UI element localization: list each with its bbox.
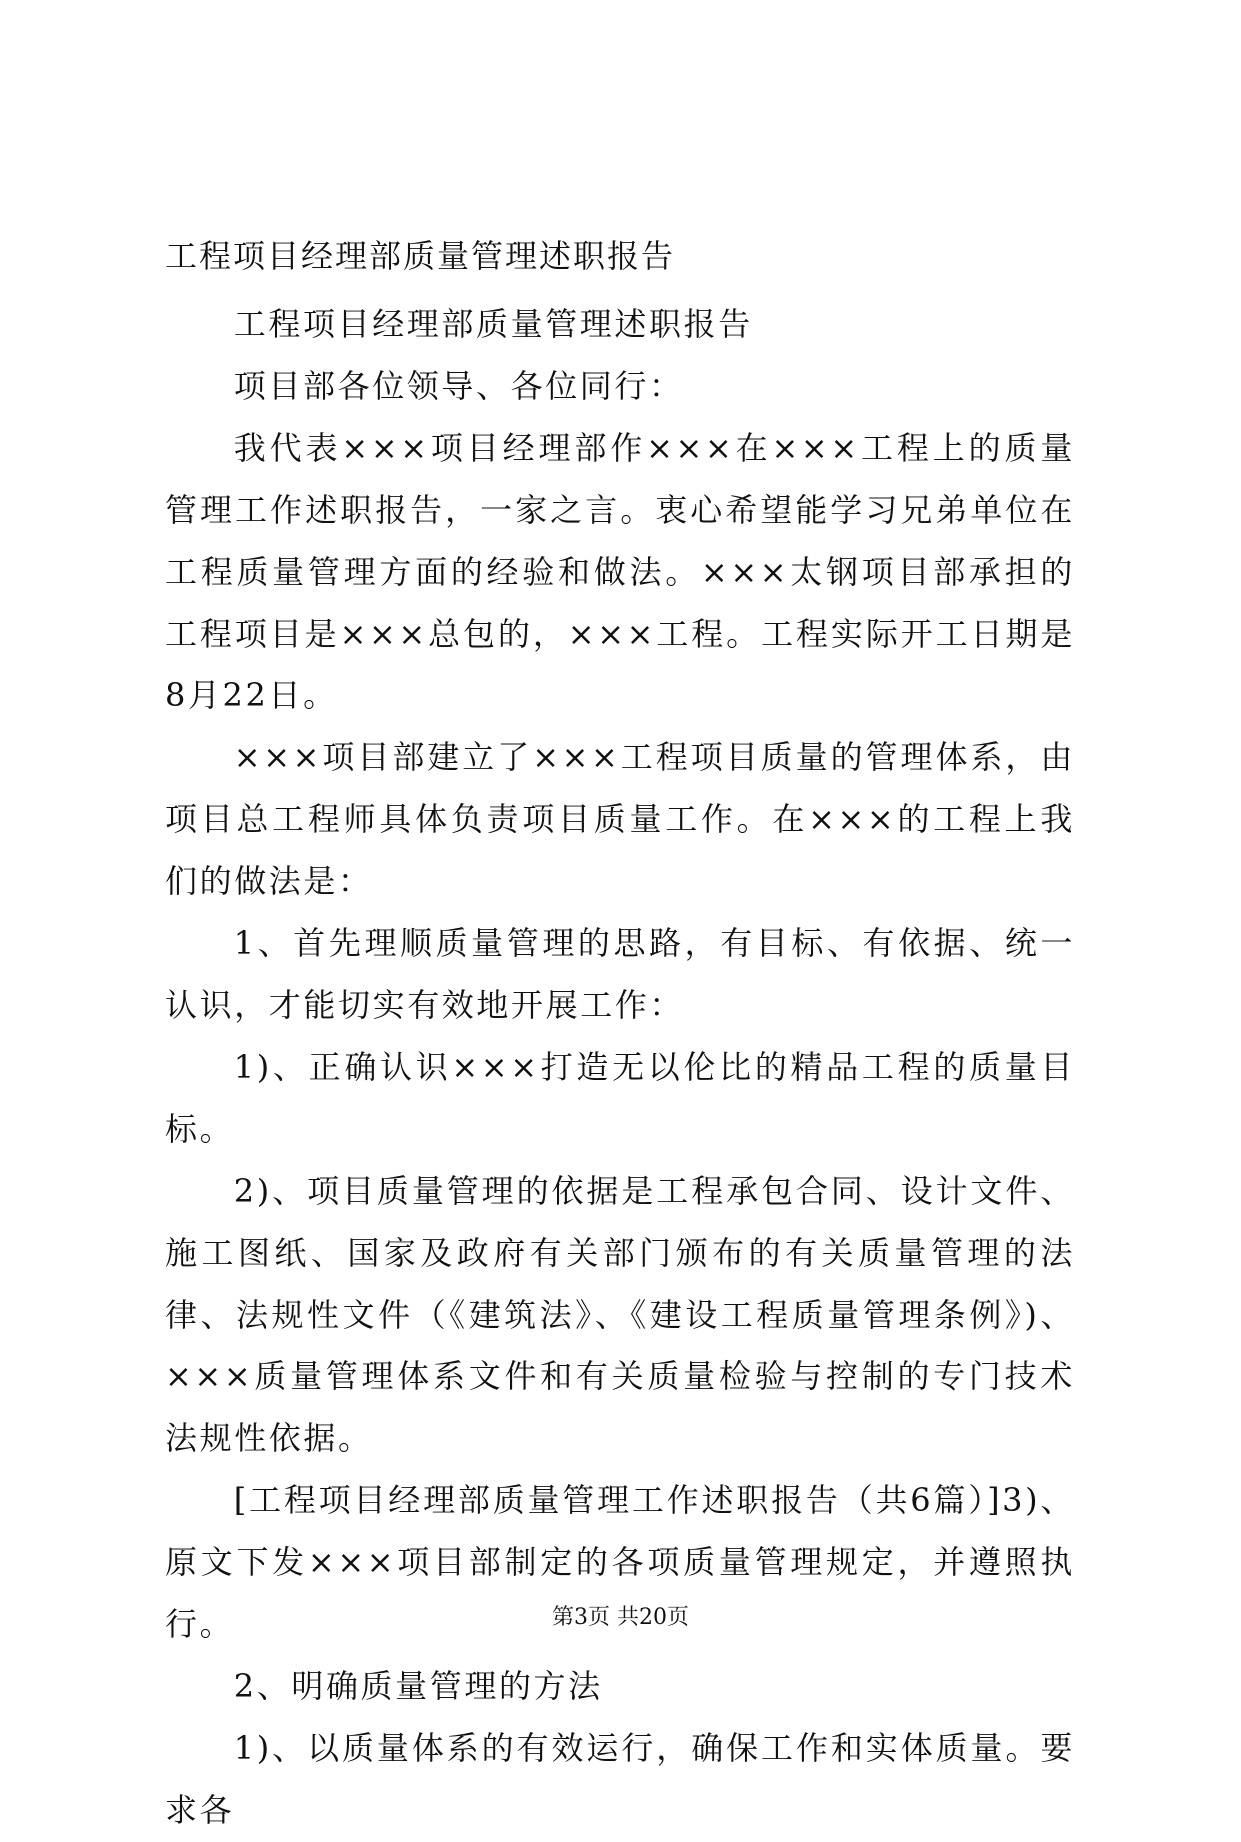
paragraph-intro: 我代表×××项目经理部作×××在×××工程上的质量管理工作述职报告，一家之言。衷心希望能学习兄弟单位在工程质量管理方面的经验和做法。×××太钢项目部承担的工程项目是×××总包的，×××工程。工程实际开工日期是8月22日。 bbox=[165, 428, 1075, 715]
paragraph-item-1-1: 1)、正确认识×××打造无以伦比的精品工程的质量目标。 bbox=[165, 1047, 1075, 1148]
paragraph-item-1-2: 2)、项目质量管理的依据是工程承包合同、设计文件、施工图纸、国家及政府有关部门颁布的有关质量管理的法律、法规性文件（《建筑法》、《建设工程质量管理条例》)、×××质量管理体系文件和有关质量检验与控制的专门技术法规性依据。 bbox=[165, 1171, 1075, 1458]
paragraph-item-1-3: [工程项目经理部质量管理工作述职报告（共6篇）]3)、原文下发×××项目部制定的各项质量管理规定，并遵照执行。 bbox=[165, 1481, 1075, 1644]
page-number-footer: 第3页 共20页 bbox=[552, 1605, 689, 1630]
paragraph-subtitle: 工程项目经理部质量管理述职报告 bbox=[233, 305, 753, 343]
paragraph-section-1: 1、首先理顺质量管理的思路，有目标、有依据、统一认识，才能切实有效地开展工作： bbox=[165, 924, 1075, 1024]
document-title: 工程项目经理部质量管理述职报告 bbox=[165, 237, 676, 275]
paragraph-section-2: 2、明确质量管理的方法 bbox=[233, 1666, 603, 1705]
paragraph-management-system: ×××项目部建立了×××工程项目质量的管理体系，由项目总工程师具体负责项目质量工作。在×××的工程上我们的做法是： bbox=[165, 738, 1075, 901]
paragraph-item-2-1: 1)、以质量体系的有效运行，确保工作和实体质量。要求各 bbox=[165, 1728, 1075, 1829]
paragraph-salutation: 项目部各位领导、各位同行： bbox=[233, 366, 684, 405]
